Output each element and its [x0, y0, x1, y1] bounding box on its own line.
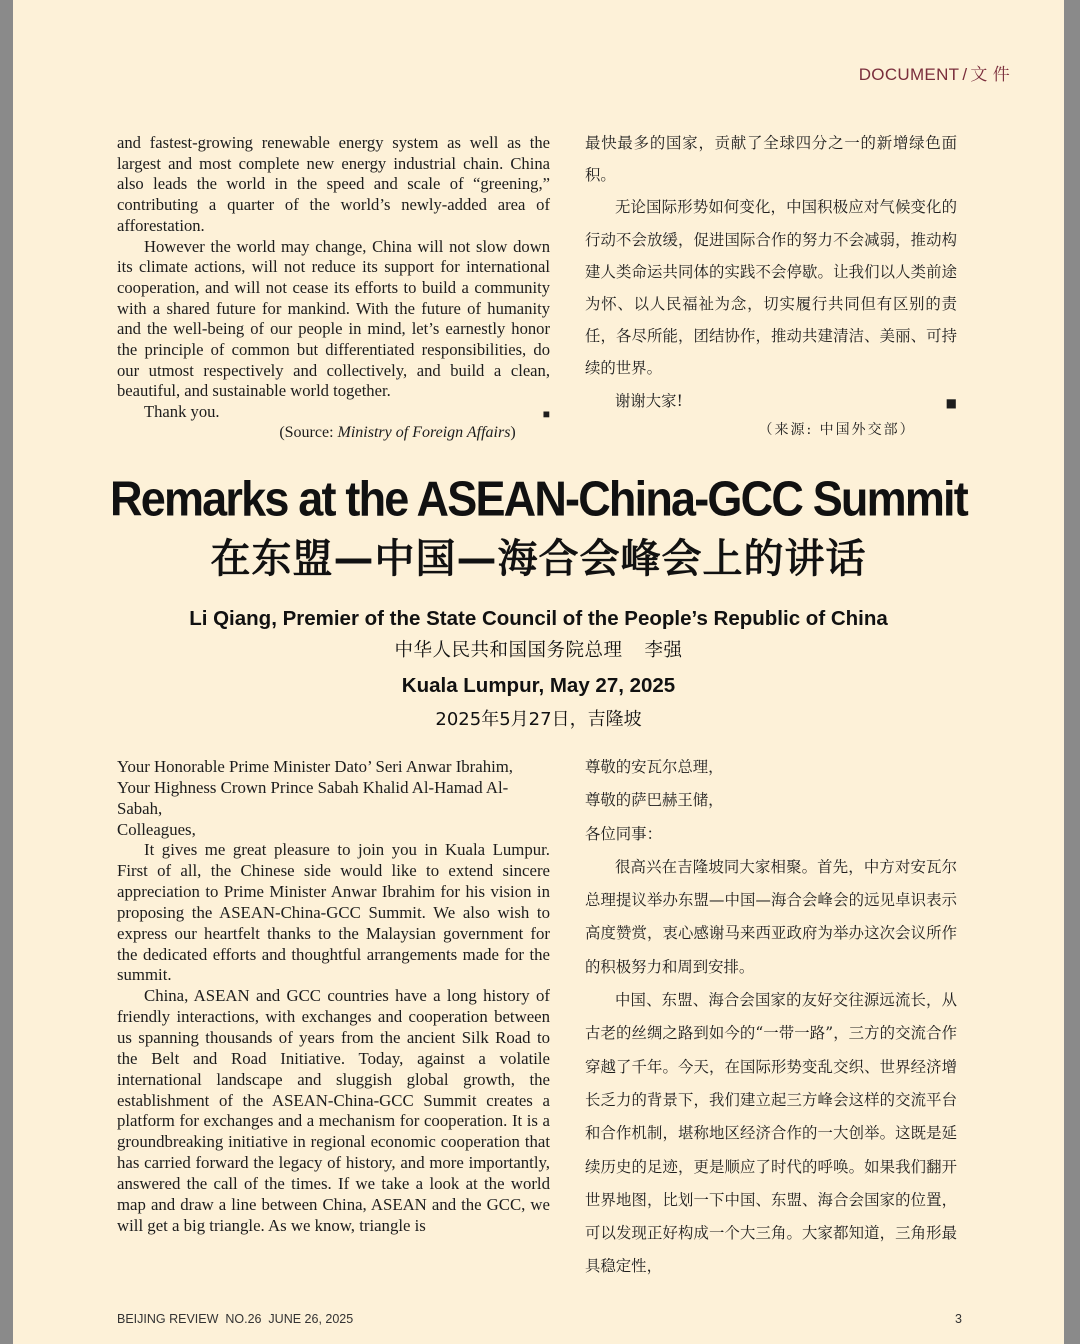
source-prefix: (Source:: [279, 423, 338, 441]
body-chinese-column: [585, 751, 957, 1284]
salutation-en-3: Colleagues,: [117, 819, 196, 839]
end-mark: ■: [542, 407, 550, 422]
top-en-paragraph-2: However the world may change, China will not slow down its climate actions, will not reduce its support for international cooperation, and will not cease its efforts to build a community with a shared future for mankind. With the future of humanity and the well-being of our people in mind, let’s earnestly honor the principle of common but differentiated responsibilities, do our utmost respectively and collectively, and build a clean, beautiful, and sustainable world together.: [117, 236, 550, 401]
author-en: Li Qiang, Premier of the State Council of the People’s Republic of China: [189, 607, 888, 630]
salutation-cn-1: 尊敬的安瓦尔总理，: [585, 758, 724, 776]
document-page: [13, 0, 1064, 1344]
article-title-en: Remarks at the ASEAN-China-GCC Summit: [110, 470, 967, 527]
top-chinese-column: [585, 127, 957, 443]
place-date-cn: 2025年5月27日，吉隆坡: [435, 709, 642, 730]
salutation-cn-2: 尊敬的萨巴赫王储，: [585, 791, 724, 810]
body-en-paragraph-1: It gives me great pleasure to join you in Kuala Lumpur. First of all, the Chinese side would like to extend sincere appreciation to Prime Minister Anwar Ibrahim for his vision in proposing the ASEAN-China-GCC Summit. We also wish to express our heartfelt thanks to the Malaysian government for the dedicated efforts and thoughtful arrangements made for the summit.: [117, 840, 550, 985]
section-label: DOCUMENT: [858, 65, 960, 84]
top-cn-paragraph-3: [585, 385, 957, 417]
article-title-cn: 在东盟—中国—海合会峰会上的讲话: [210, 536, 867, 582]
thank-you-text: Thank you.: [144, 402, 220, 422]
author-cn: [13, 638, 1064, 664]
salutation-cn-3: 各位同事：: [585, 824, 662, 843]
body-en-paragraph-2: China, ASEAN and GCC countries have a long history of friendly interactions, with exchanges and cooperation between us spanning thousands of years from the ancient Silk Road to the Belt and Road Initiative. Today, against a volatile international landscape and sluggish global growth, the establishment of the ASEAN-China-GCC Summit creates a platform for exchanges and a mechanism for cooperation. It is a groundbreaking initiative in regional economic cooperation that has carried forward the legacy of history, and more importantly, answered the call of the times. If we take a look at the world map and draw a line between China, ASEAN and the GCC, we will get a big triangle. As we know, triangle is: [117, 986, 550, 1235]
page-footer: [117, 1312, 962, 1326]
top-cn-paragraph-1: 最快最多的国家，贡献了全球四分之一的新增绿色面积。: [585, 134, 957, 185]
section-separator: /: [962, 65, 968, 84]
place-date-en: Kuala Lumpur, May 27, 2025: [401, 674, 676, 697]
body-cn-paragraph-2: 中国、东盟、海合会国家的友好交往源远流长，从古老的丝绸之路到如今的“一带一路”，三方的交流合作穿越了千年。今天，在国际形势变乱交织、世界经济增长乏力的背景下，我们建立起三方峰会这样的交流平台和合作机制，堪称地区经济合作的一大创举。这既是延续历史的足迹，更是顺应了时代的呼唤。如果我们翻开世界地图，比划一下中国、东盟、海合会国家的位置，可以发现正好构成一个大三角。大家都知道，三角形最具稳定性，: [585, 991, 957, 1276]
top-en-paragraph-3: [117, 402, 550, 423]
top-cn-paragraph-2: 无论国际形势如何变化，中国积极应对气候变化的行动不会放缓，促进国际合作的努力不会减弱，推动构建人类命运共同体的实践不会停歇。让我们以人类前途为怀、以人民福祉为念，切实履行共同但有区别的责任，各尽所能，团结协作，推动共建清洁、美丽、可持续的世界。: [585, 198, 957, 378]
source-name: Ministry of Foreign Affairs: [337, 423, 511, 441]
end-mark-cn: ■: [945, 395, 957, 410]
article-title-block: [13, 470, 1064, 733]
salutation-en-2: Your Highness Crown Prince Sabah Khalid Al-Hamad Al-Sabah,: [117, 777, 509, 818]
source-en: [117, 423, 550, 444]
issue-info: BEIJING REVIEW NO.26 JUNE 26, 2025: [117, 1312, 354, 1326]
page-number: 3: [955, 1312, 962, 1326]
top-en-paragraph-1: and fastest-growing renewable energy system as well as the largest and most complete new energy industrial chain. China also leads the world in the speed and scale of “greening,” contributing a quarter of the world’s newly-added area of afforestation.: [117, 133, 550, 235]
section-label-cn: 文 件: [970, 65, 1010, 84]
top-english-column: [117, 133, 550, 444]
section-header: [859, 60, 1010, 85]
body-english-column: [117, 757, 550, 1236]
author-cn-name: 李强: [644, 640, 683, 661]
body-cn-paragraph-1: 很高兴在吉隆坡同大家相聚。首先，中方对安瓦尔总理提议举办东盟—中国—海合会峰会的远见卓识表示高度赞赏，衷心感谢马来西亚政府为举办这次会议所作的积极努力和周到安排。: [585, 857, 957, 976]
thank-you-cn: 谢谢大家!: [615, 391, 683, 410]
author-cn-role: 中华人民共和国国务院总理: [394, 640, 623, 661]
salutation-en-1: Your Honorable Prime Minister Dato’ Seri Anwar Ibrahim,: [117, 757, 514, 776]
source-suffix: ): [510, 423, 516, 441]
source-cn: （来源: 中国外交部）: [758, 421, 916, 438]
